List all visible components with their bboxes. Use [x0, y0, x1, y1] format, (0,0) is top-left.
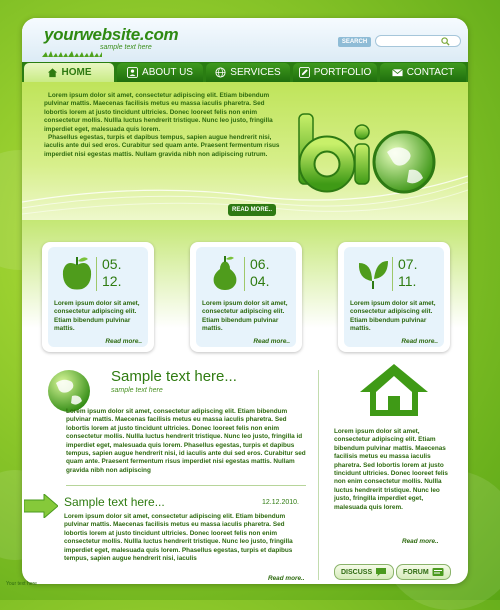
nav-label: PORTFOLIO — [313, 67, 372, 78]
card-divider — [244, 257, 245, 291]
card-divider — [96, 257, 97, 291]
hero-text — [44, 92, 284, 159]
hero-banner — [22, 82, 468, 220]
search-label: SEARCH — [338, 37, 371, 47]
section-text: Lorem ipsum dolor sit amet, consectetur adipiscing elit. Etiam bibendum pulvinar mattis. Maecenas facilisis metus eu massa iaculis pharetra. Sed lobortis lorem at justo tincidunt ultricies. Donec looreet felis non enim consectetur mollis. Nullla luctus hendrerit tristique. Nunc leo justo, fringilla id imperdiet eget, malesuada quis lorem. Phasellus egestas, turpis et dapibus tempus, sapien augue hendrerit nisi, id iaculis ante dui sed eros. Curabitur sed quam ante. Praesent fermentum risus imperdiet nisi egestas mattis. Nullam gravida nibh non adipiscing — [66, 408, 306, 474]
forum-label: FORUM — [403, 568, 429, 576]
discuss-label: DISCUSS — [341, 568, 373, 576]
card-text: Lorem ipsum dolor sit amet, consectetur adipiscing elit. Etiam bibendum pulvinar mattis. — [202, 300, 288, 333]
nav-item-portfolio[interactable] — [293, 63, 377, 82]
people-icon — [127, 67, 138, 78]
card-day: 06. — [250, 256, 270, 272]
apple-icon — [60, 255, 94, 291]
card-month: 04. — [250, 273, 270, 289]
card-body — [344, 247, 444, 347]
house-icon — [358, 362, 430, 418]
news-card — [42, 242, 154, 352]
header — [22, 18, 468, 62]
card-day: 05. — [102, 256, 122, 272]
card-read-more-link[interactable]: Read more.. — [253, 338, 290, 345]
post-date: 12.12.2010. — [262, 499, 299, 506]
pencil-icon — [299, 67, 310, 78]
envelope-icon — [392, 67, 403, 78]
nav-label: CONTACT — [406, 67, 455, 78]
main-nav — [22, 62, 468, 82]
card-body — [48, 247, 148, 347]
bio-globe-icon — [297, 106, 437, 206]
leaf-icon — [356, 255, 390, 291]
section-title: Sample text here... — [64, 495, 165, 509]
nav-item-home[interactable] — [24, 63, 114, 82]
card-month: 12. — [102, 273, 122, 289]
nav-label: SERVICES — [230, 67, 281, 78]
section-subtitle: sample text here — [111, 387, 163, 394]
footer-text: Your text here — [6, 581, 37, 587]
forum-icon — [432, 567, 444, 577]
hero-paragraph: Phasellus egestas, turpis et dapibus tempus, sapien augue hendrerit nisi, iaculis ante dui sed eros. Curabitur sed quam ante. Praesent fermentum risus imperdiet nisi egestas mattis. Nullam gravida nibh non adipiscing rutrum. — [44, 134, 280, 158]
news-card — [338, 242, 450, 352]
hero-read-more-button[interactable]: READ MORE.. — [228, 204, 276, 216]
card-divider — [392, 257, 393, 291]
nav-label: HOME — [61, 67, 92, 78]
speech-bubble-icon — [375, 567, 387, 577]
pear-icon — [208, 255, 242, 291]
card-month: 11. — [398, 273, 417, 289]
card-read-more-link[interactable]: Read more.. — [105, 338, 142, 345]
hero-paragraph: Lorem ipsum dolor sit amet, consectetur adipiscing elit. Etiam bibendum pulvinar mattis. Maecenas facilisis metus eu massa iaculis pharetra. Sed lobortis lorem at justo tincidunt ultricies. Donec looreet felis non enim consectetur mollis. Nullla luctus hendrerit tristique. Nunc leo justo, fringilla imperdiet eget, malesuada quis lorem. — [44, 92, 273, 133]
nav-item-about[interactable] — [117, 63, 203, 82]
globe-icon — [215, 67, 226, 78]
section-divider — [66, 485, 306, 486]
nav-label: ABOUT US — [142, 67, 193, 78]
home-icon — [47, 67, 58, 78]
search-icon[interactable] — [441, 37, 450, 46]
page-frame — [22, 18, 468, 584]
site-tagline: sample text here — [100, 44, 152, 51]
forum-button[interactable] — [396, 564, 451, 580]
news-card — [190, 242, 302, 352]
section-text: Lorem ipsum dolor sit amet, consectetur adipiscing elit. Etiam bibendum pulvinar mattis. Maecenas facilisis metus eu massa iaculis pharetra. Sed lobortis lorem at justo tincidunt ultricies. Donec looreet felis non enim consectetur mollis. Nullla luctus hendrerit tristique. Nunc leo justo, fringilla imperdiet eget, malesuada quis lorem. Phasellus egestas, turpis et dapibus tempus, sapien augue hendrerit nisi, iaculis — [64, 513, 293, 563]
card-read-more-link[interactable]: Read more.. — [401, 338, 438, 345]
nav-item-services[interactable] — [206, 63, 290, 82]
sidebar-text: Lorem ipsum dolor sit amet, consectetur adipiscing elit. Etiam bibendum pulvinar mattis. Maecenas facilisis metus eu massa iaculis pharetra. Sed lobortis lorem at justo tincidunt ultricies. Donec looreet felis non enim consectetur mollis. Nullla luctus hendrerit tristique. Nunc leo justo, fringilla imperdiet eget, malesuada quis lorem. — [334, 428, 448, 511]
discuss-button[interactable] — [334, 564, 394, 580]
site-logo[interactable]: yourwebsite.com — [44, 25, 179, 44]
card-day: 07. — [398, 256, 418, 272]
grass-icon — [42, 51, 102, 57]
column-divider — [318, 370, 319, 580]
card-text: Lorem ipsum dolor sit amet, consectetur adipiscing elit. Etiam bibendum pulvinar mattis. — [54, 300, 140, 333]
card-text: Lorem ipsum dolor sit amet, consectetur adipiscing elit. Etiam bibendum pulvinar mattis. — [350, 300, 436, 333]
nav-item-contact[interactable] — [380, 63, 466, 82]
card-body — [196, 247, 296, 347]
section-read-more-link[interactable]: Read more.. — [268, 575, 305, 582]
sidebar-read-more-link[interactable]: Read more.. — [402, 538, 439, 545]
arrow-right-icon — [24, 494, 58, 518]
section-title: Sample text here... — [111, 368, 237, 385]
